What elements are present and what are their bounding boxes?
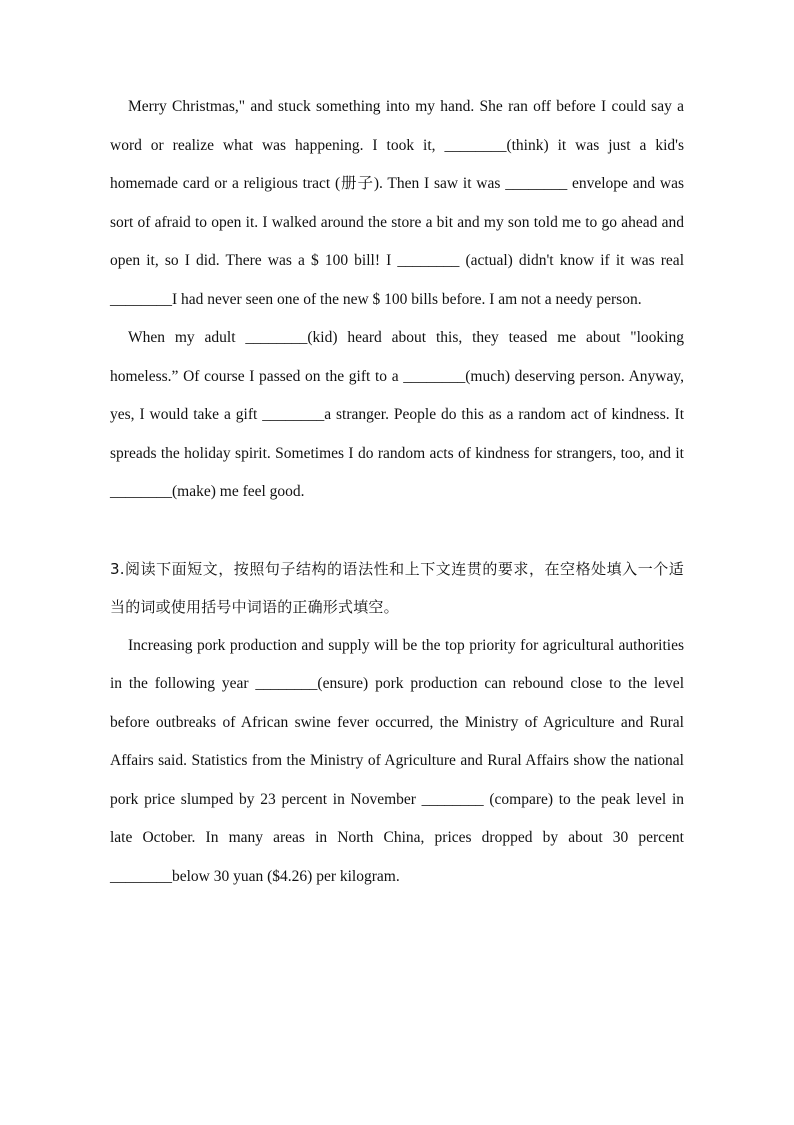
question-3-instruction: 3.阅读下面短文，按照句子结构的语法性和上下文连贯的要求，在空格处填入一个适当的词或使用括号中词语的正确形式填空。 <box>110 559 684 616</box>
section-gap <box>110 512 684 550</box>
document-page <box>110 88 684 896</box>
passage-paragraph-2: When my adult ________(kid) heard about this, they teased me about "looking homeless.” Of course I passed on the gift to a ________(much) deserving person. Anyway, yes, I would take a gift ________a stranger. People do this as a random act of kindness. It spreads the holiday spirit. Sometimes I do random acts of kindness for strangers, too, and it ________(make) me feel good. <box>110 329 684 500</box>
question-3-paragraph: Increasing pork production and supply will be the top priority for agricultural authorities in the following year ________(ensure) pork production can rebound close to the level before outbreaks of African swine fever occurred, the Ministry of Agriculture and Rural Affairs said. Statistics from the Ministry of Agriculture and Rural Affairs show the national pork price slumped by 23 percent in November ________ (compare) to the peak level in late October. In many areas in North China, prices dropped by about 30 percent ________below 30 yuan ($4.26) per kilogram. <box>110 636 684 885</box>
passage-paragraph-1: Merry Christmas," and stuck something into my hand. She ran off before I could say a word or realize what was happening. I took it, ________(think) it was just a kid's homemade card or a religious tract (册子). Then I saw it was ________ envelope and was sort of afraid to open it. I walked around the store a bit and my son told me to go ahead and open it, so I did. There was a $ 100 bill! I ________ (actual) didn't know if it was real ________I had never seen one of the new $ 100 bills before. I am not a needy person. <box>110 98 684 308</box>
